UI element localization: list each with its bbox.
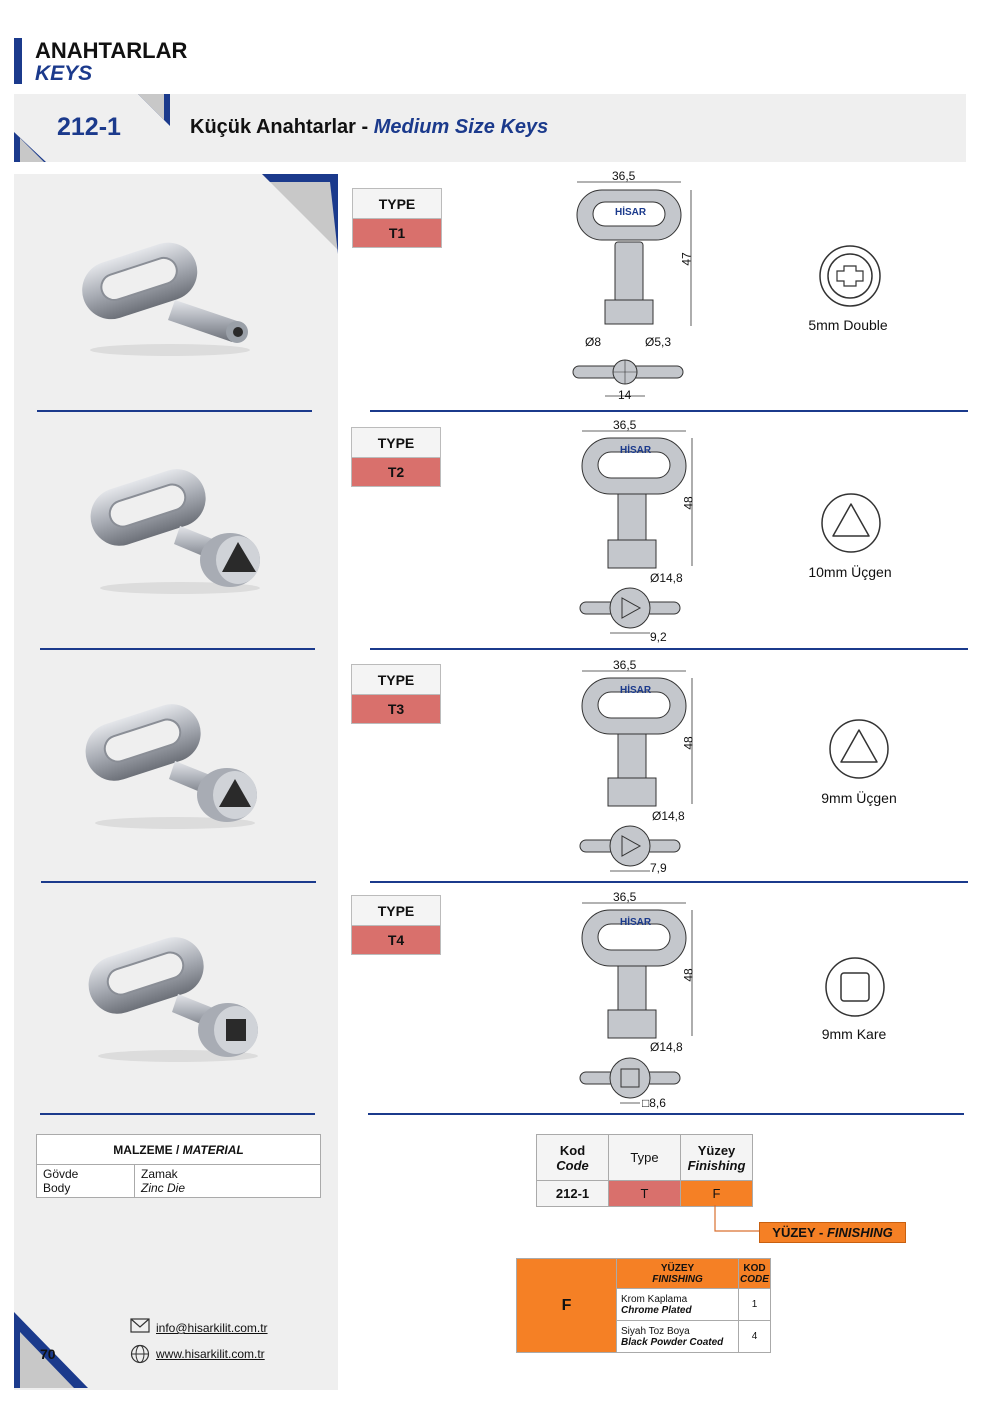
key-drawing-t3: [570, 660, 700, 880]
dim-dia-a-t4: Ø14,8: [650, 1040, 683, 1054]
dim-height-t1: 47: [679, 252, 694, 266]
product-title: Küçük Anahtarlar - Medium Size Keys: [190, 116, 549, 138]
material-row-value: Zamak Zinc Die: [135, 1165, 321, 1198]
email-icon: [130, 1316, 150, 1334]
right-separator-3: [370, 881, 968, 883]
type-box-t1: TYPE T1: [352, 188, 442, 248]
dim-bottom-t3: 7,9: [650, 861, 667, 875]
finishing-value: F: [681, 1181, 753, 1207]
material-table: [36, 1134, 321, 1198]
dim-bottom-t4: □8,6: [642, 1096, 666, 1110]
finishing-row-1-code: 1: [739, 1289, 771, 1321]
brand-mark-t1: HİSAR: [615, 207, 647, 218]
right-separator-2: [370, 648, 968, 650]
dim-height-t2: 48: [681, 496, 696, 510]
right-separator-4: [368, 1113, 964, 1115]
type-col-header: Type: [609, 1135, 681, 1181]
dim-height-t4: 48: [681, 968, 696, 982]
type-box-t2: TYPE T2: [351, 427, 441, 487]
shape-label-t2: 10mm Üçgen: [808, 564, 892, 580]
finishing-left-code: F: [517, 1259, 617, 1353]
left-separator-4: [40, 1113, 315, 1115]
finishing-row-2: Siyah Toz Boya Black Powder Coated: [617, 1321, 739, 1353]
code-value: 212-1: [537, 1181, 609, 1207]
key-drawing-t1: [565, 170, 695, 410]
finishing-col-header: Yüzey Finishing: [681, 1135, 753, 1181]
shape-label-t1: 5mm Double: [808, 317, 888, 333]
type-box-t4: TYPE T4: [351, 895, 441, 955]
product-code: 212-1: [57, 113, 121, 141]
material-row-label: Gövde Body: [37, 1165, 135, 1198]
finishing-row-2-code: 4: [739, 1321, 771, 1353]
code-col-header: Kod Code: [537, 1135, 609, 1181]
material-header: MALZEME / MATERIAL: [37, 1135, 321, 1165]
dim-width-t2: 36,5: [613, 418, 637, 432]
page-number: 70: [40, 1346, 56, 1362]
finishing-connector: [712, 1205, 762, 1235]
key-photo-t4: [78, 928, 278, 1068]
email-link[interactable]: info@hisarkilit.com.tr: [156, 1321, 268, 1335]
panel-corner-decoration: [262, 174, 338, 254]
square-shape-icon: [824, 956, 886, 1018]
left-separator-1: [37, 410, 312, 412]
right-separator-1: [370, 410, 968, 412]
key-drawing-t4: [570, 892, 700, 1112]
dim-width-t3: 36,5: [613, 658, 637, 672]
section-title-en: KEYS: [35, 62, 93, 85]
triangle-shape-icon-t3: [828, 718, 890, 780]
brand-mark-t2: HİSAR: [620, 445, 652, 456]
dim-dia-a-t3: Ø14,8: [652, 809, 685, 823]
finishing-tag: YÜZEY - FINISHING: [759, 1222, 906, 1243]
key-photo-t1: [70, 230, 270, 360]
section-title-tr: ANAHTARLAR: [35, 38, 188, 63]
left-separator-3: [41, 881, 316, 883]
finishing-table: [516, 1258, 771, 1353]
key-photo-t3: [75, 695, 275, 835]
left-separator-2: [40, 648, 315, 650]
shape-label-t3: 9mm Üçgen: [821, 790, 897, 806]
dim-height-t3: 48: [681, 736, 696, 750]
finishing-row-1: Krom Kaplama Chrome Plated: [617, 1289, 739, 1321]
brand-mark-t4: HİSAR: [620, 917, 652, 928]
website-link[interactable]: www.hisarkilit.com.tr: [156, 1347, 265, 1361]
brand-mark-t3: HİSAR: [620, 685, 652, 696]
double-shape-icon: [818, 244, 882, 308]
header-accent-bar: [14, 38, 22, 84]
shape-label-t4: 9mm Kare: [821, 1026, 887, 1042]
dim-width-t4: 36,5: [613, 890, 637, 904]
dim-bottom-t2: 9,2: [650, 630, 667, 644]
code-header: KOD CODE: [739, 1259, 771, 1289]
finishing-header: YÜZEY FINISHING: [617, 1259, 739, 1289]
dim-dia-a-t1: Ø8: [585, 335, 602, 349]
type-value: T: [609, 1181, 681, 1207]
type-box-t3: TYPE T3: [351, 664, 441, 724]
globe-icon: [130, 1344, 150, 1364]
dim-bottom-t1: 14: [618, 388, 632, 402]
dim-dia-a-t2: Ø14,8: [650, 571, 683, 585]
key-drawing-t2: [570, 420, 700, 645]
key-photo-t2: [80, 460, 280, 600]
dim-dia-b-t1: Ø5,3: [645, 335, 672, 349]
dim-width-t1: 36,5: [612, 169, 636, 183]
triangle-shape-icon-t2: [820, 492, 882, 554]
ordering-code-table: [536, 1134, 753, 1207]
